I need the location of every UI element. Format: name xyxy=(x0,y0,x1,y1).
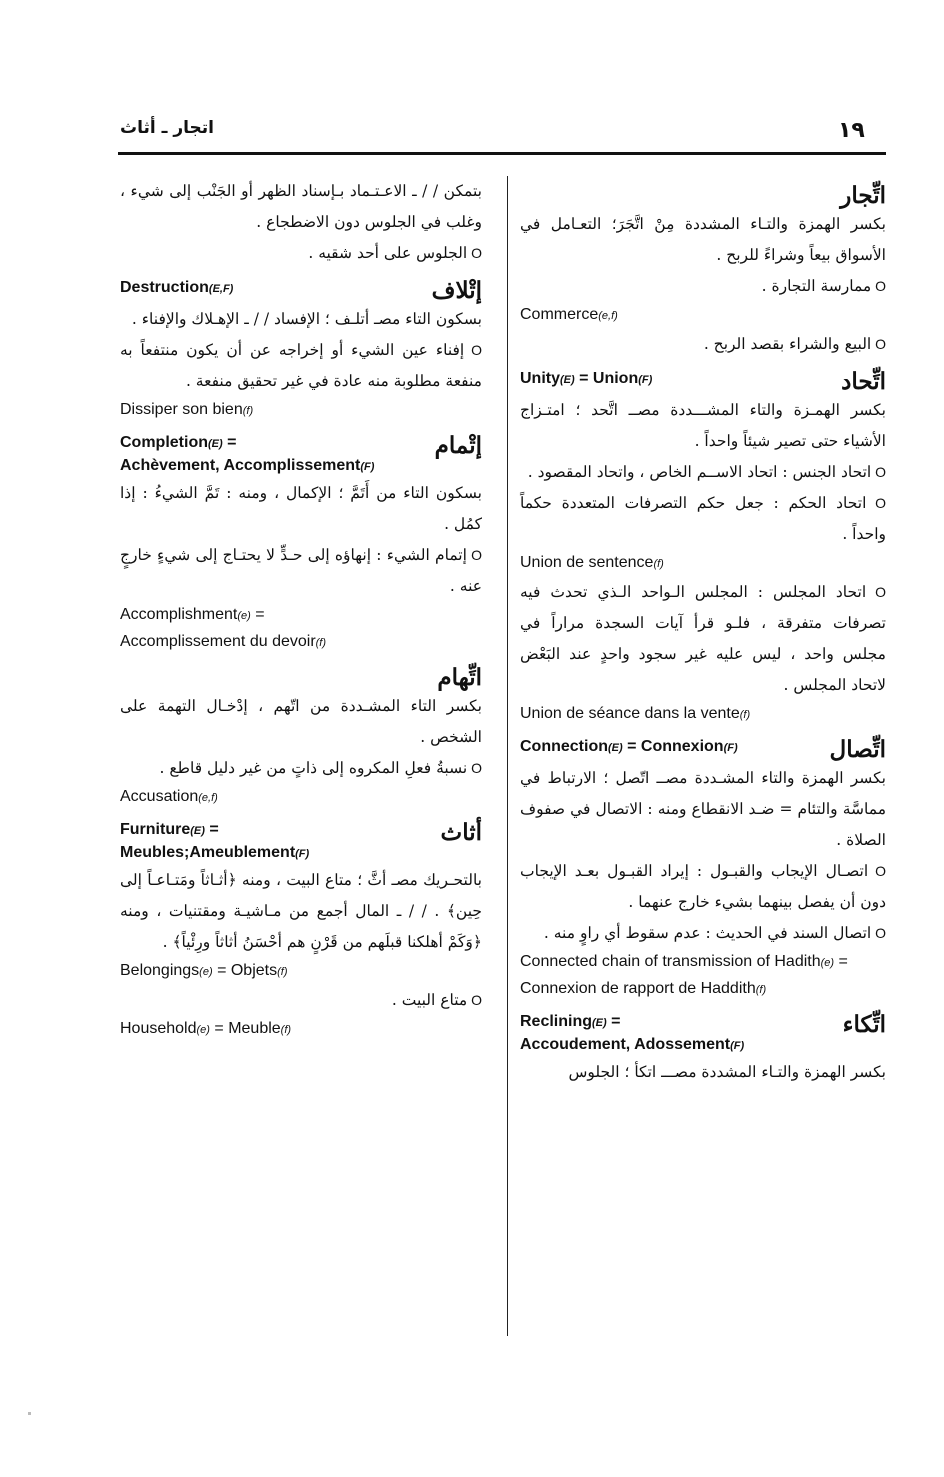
foreign-equivalent xyxy=(120,629,482,656)
equivalent-term: Connected chain of transmission of Hadith xyxy=(520,953,821,970)
foreign-equivalent xyxy=(120,958,482,985)
dictionary-entry xyxy=(120,819,482,1043)
language-tag: (f) xyxy=(242,405,254,417)
equals-sign: = xyxy=(212,962,231,979)
equivalent-term: Connection xyxy=(520,738,608,755)
definition-text: بكسر الهمزة والتـاء المشددة مِنْ اتَّجَرَ؛ التعـامل في الأسواق بيعاً وشراءً للربح . xyxy=(520,215,886,264)
bullet-definition: O اتحاد الجنس : اتحاد الاســم الخاص ، واتحاد المقصود . xyxy=(520,457,886,488)
entry-header xyxy=(120,277,482,304)
definition-text: بكسر الهمزة والتـاء المشددة مصـــ اتكأ ؛ الجلوس xyxy=(568,1063,886,1081)
headword: إتْلاف xyxy=(431,277,482,304)
language-tag: (f) xyxy=(653,558,664,570)
definition-text: بالتحـريك مصـ أثَّ ؛ متاع البيت ، ومنه ﴿أثـاثاً ومَتـاعـاً إلى حِين﴾ . / / ـ المال أجمع من مـاشيـة ومقتنيات ، ومنه ﴿وَكَمْ أهلكنا قبلَهم من قَرْنٍ هم أحْسَنُ أثاثاً ورِئْياً﴾ . xyxy=(120,871,482,951)
language-tag: (F) xyxy=(295,848,310,860)
language-tag: (e,f) xyxy=(198,792,218,804)
dictionary-entry xyxy=(520,368,886,728)
bullet-definition: O اتصـال الإيجاب والقبـول : إيراد القبـول بعـد الإيجاب دون أن يفصل بينهما بشيء خارج عنهما . xyxy=(520,856,886,918)
equivalent-term: Union de sentence xyxy=(520,554,654,571)
equivalent-term: Objets xyxy=(230,962,278,979)
definition-text: بسكون التاء من أَتَمَّ ؛ الإكمال ، ومنه : تَمَّ الشيءُ : إذا كمُل . xyxy=(120,484,482,533)
equivalent-term: Household xyxy=(120,1020,197,1037)
term-equivalents xyxy=(520,368,652,391)
entry-header xyxy=(520,736,886,763)
entry-header xyxy=(520,182,886,209)
page-number: ١٩ xyxy=(838,118,865,143)
bullet-definition: O ممارسة التجارة . xyxy=(520,271,886,302)
equals-sign: = xyxy=(209,1020,229,1037)
bullet-definition: O نسبةُ فعلِ المكروه إلى ذاتٍ من غير دليل قاطع . xyxy=(120,753,482,784)
foreign-equivalent xyxy=(520,550,886,577)
term-equivalents xyxy=(520,736,738,759)
running-head: اتجار ـ أثاث xyxy=(120,118,214,138)
foreign-equivalent xyxy=(120,397,482,424)
equivalent-term: Reclining xyxy=(520,1013,593,1030)
equals-sign: = xyxy=(622,738,641,755)
language-tag: (F) xyxy=(723,742,738,754)
equivalent-term: Accomplissement du devoir xyxy=(120,633,316,650)
equivalent-term: Achèvement, Accomplissement xyxy=(120,457,361,474)
equals-sign: = xyxy=(834,953,848,970)
bullet-definition: O اتصال السند في الحديث : عدم سقوط أي راوٍ منه . xyxy=(520,918,886,949)
foreign-equivalent xyxy=(520,701,886,728)
equivalent-term: Dissiper son bien xyxy=(120,401,243,418)
language-tag: (e) xyxy=(237,610,251,622)
language-tag: (f) xyxy=(280,1024,292,1036)
equivalent-term: Belongings xyxy=(120,962,200,979)
language-tag: (f) xyxy=(755,984,767,996)
language-tag: (F) xyxy=(360,461,375,473)
equals-sign: = xyxy=(574,370,593,387)
entry-header xyxy=(120,432,482,478)
dictionary-entry xyxy=(120,176,482,269)
foreign-equivalent xyxy=(120,602,482,629)
definition-text: بكسر التاء المشـددة من اتّهم ، إدْخـال التهمة على الشخص . xyxy=(120,697,482,746)
bullet-definition: O اتحاد الحكم : جعل حكم التصرفات المتعددة حكماً واحداً . xyxy=(520,488,886,550)
headword: اتِّحاد xyxy=(841,368,886,395)
equals-sign: = xyxy=(204,821,219,838)
foreign-equivalent xyxy=(120,784,482,811)
entry-header xyxy=(520,1011,886,1057)
headword: اتِّجار xyxy=(840,182,886,209)
definition-text: بكسر الهمـزة والتاء المشـــددة مصــ اتَّحد ؛ امتـزاج الأشياء حتى تصير شيئاً واحداً . xyxy=(520,401,886,450)
language-tag: (e) xyxy=(820,957,835,969)
bullet-definition: O اتحاد المجلس : المجلس الـواحد الـذي تحدث فيه تصرفات متفرقة ، فلـو قرأ آيات السجدة مراراً في مجلس واحد ، ليس عليه غير سجود واحدٍ عند البَعْض لاتحاد المجلس . xyxy=(520,577,886,701)
equivalent-line xyxy=(520,736,738,759)
dictionary-entry xyxy=(520,182,886,360)
definition-text: بتمكن / / ـ الاعـتـماد بـإسناد الظهر أو الجَنْب إلى شيء ، وغلب في الجلوس دون الاضطجاع . xyxy=(120,182,482,231)
equivalent-term: Unity xyxy=(520,370,560,387)
term-equivalents xyxy=(520,1011,744,1057)
foreign-equivalent xyxy=(120,1016,482,1043)
headword: أثاث xyxy=(440,819,482,846)
equivalent-term: Connexion xyxy=(640,738,724,755)
language-tag: (f) xyxy=(277,966,288,978)
bullet-definition: O إتمام الشيء : إنهاؤه إلى حـدٍّ لا يحتـاج إلى شيءٍ خارجٍ عنه . xyxy=(120,540,482,602)
equivalent-line xyxy=(120,432,374,455)
equivalent-line xyxy=(120,842,309,865)
headword: اتِّكاء xyxy=(842,1011,886,1038)
bullet-definition: O الجلوس على أحد شقيه . xyxy=(120,238,482,269)
equivalent-term: Connexion de rapport de Haddith xyxy=(520,980,756,997)
foreign-equivalent xyxy=(520,976,886,1003)
equivalent-term: Meuble xyxy=(228,1020,281,1037)
language-tag: (E,F) xyxy=(208,283,234,295)
dictionary-entry xyxy=(520,1011,886,1088)
scan-speck xyxy=(28,1412,31,1415)
equivalent-line xyxy=(120,277,233,300)
headword: اتِّهام xyxy=(437,664,482,691)
language-tag: (e) xyxy=(199,966,213,978)
bullet-definition: O متاع البيت . xyxy=(120,985,482,1016)
equivalent-term: Accoudement, Adossement xyxy=(520,1036,731,1053)
equivalent-line xyxy=(520,1011,744,1034)
foreign-equivalent xyxy=(520,949,886,976)
equals-sign: = xyxy=(222,434,237,451)
equivalent-term: Accomplishment xyxy=(120,606,238,623)
bullet-definition: O إفناء عين الشيء أو إخراجه عن أن يكون منتفعاً به منفعة مطلوبة منه عادة في غير تحقيق منفعة . xyxy=(120,335,482,397)
dictionary-entry xyxy=(120,664,482,811)
term-equivalents xyxy=(120,277,233,300)
definition-text: بكسر الهمزة والتاء المشـددة مصــ اتّصل ؛ الارتباط في مماسَّة والتئام = ضـد الانقطاع ومنه : الاتصال في صفوف الصلاة . xyxy=(520,769,886,849)
header-rule xyxy=(118,152,886,155)
entry-header xyxy=(520,368,886,395)
term-equivalents xyxy=(120,432,374,478)
equivalent-term: Furniture xyxy=(120,821,191,838)
language-tag: (e) xyxy=(196,1024,210,1036)
equivalent-line xyxy=(520,368,652,391)
language-tag: (E) xyxy=(208,438,223,450)
language-tag: (E) xyxy=(592,1017,607,1029)
equivalent-term: Destruction xyxy=(120,279,209,296)
definition-text: بسكون التاء مصـ أتلـف ؛ الإفساد / / ـ الإهـلاك والإفناء . xyxy=(131,310,482,328)
language-tag: (e,f) xyxy=(598,310,618,322)
left-column xyxy=(120,176,482,1051)
entry-header xyxy=(120,664,482,691)
language-tag: (E) xyxy=(560,374,575,386)
dictionary-entry xyxy=(120,432,482,656)
equivalent-line xyxy=(120,819,309,842)
equals-sign: = xyxy=(606,1013,621,1030)
headword: اتِّصال xyxy=(829,736,886,763)
equivalent-term: Meubles;Ameublement xyxy=(120,844,296,861)
right-column xyxy=(520,176,886,1096)
equivalent-term: Union xyxy=(592,370,639,387)
equivalent-term: Union de séance dans la vente xyxy=(520,705,740,722)
column-divider xyxy=(507,176,508,1336)
language-tag: (f) xyxy=(315,637,327,649)
foreign-equivalent xyxy=(520,302,886,329)
language-tag: (F) xyxy=(638,374,653,386)
equivalent-line xyxy=(520,1034,744,1057)
language-tag: (E) xyxy=(190,825,205,837)
headword: إتْمام xyxy=(434,432,482,459)
equivalent-line xyxy=(120,455,374,478)
entry-header xyxy=(120,819,482,865)
equals-sign: = xyxy=(250,606,265,623)
equivalent-term: Accusation xyxy=(120,788,199,805)
language-tag: (F) xyxy=(730,1040,745,1052)
equivalent-term: Commerce xyxy=(520,306,599,323)
equivalent-term: Completion xyxy=(120,434,208,451)
language-tag: (f) xyxy=(739,709,751,721)
dictionary-entry xyxy=(120,277,482,424)
dictionary-entry xyxy=(520,736,886,1003)
language-tag: (E) xyxy=(608,742,623,754)
bullet-definition: O البيع والشراء بقصد الربح . xyxy=(520,329,886,360)
term-equivalents xyxy=(120,819,309,865)
